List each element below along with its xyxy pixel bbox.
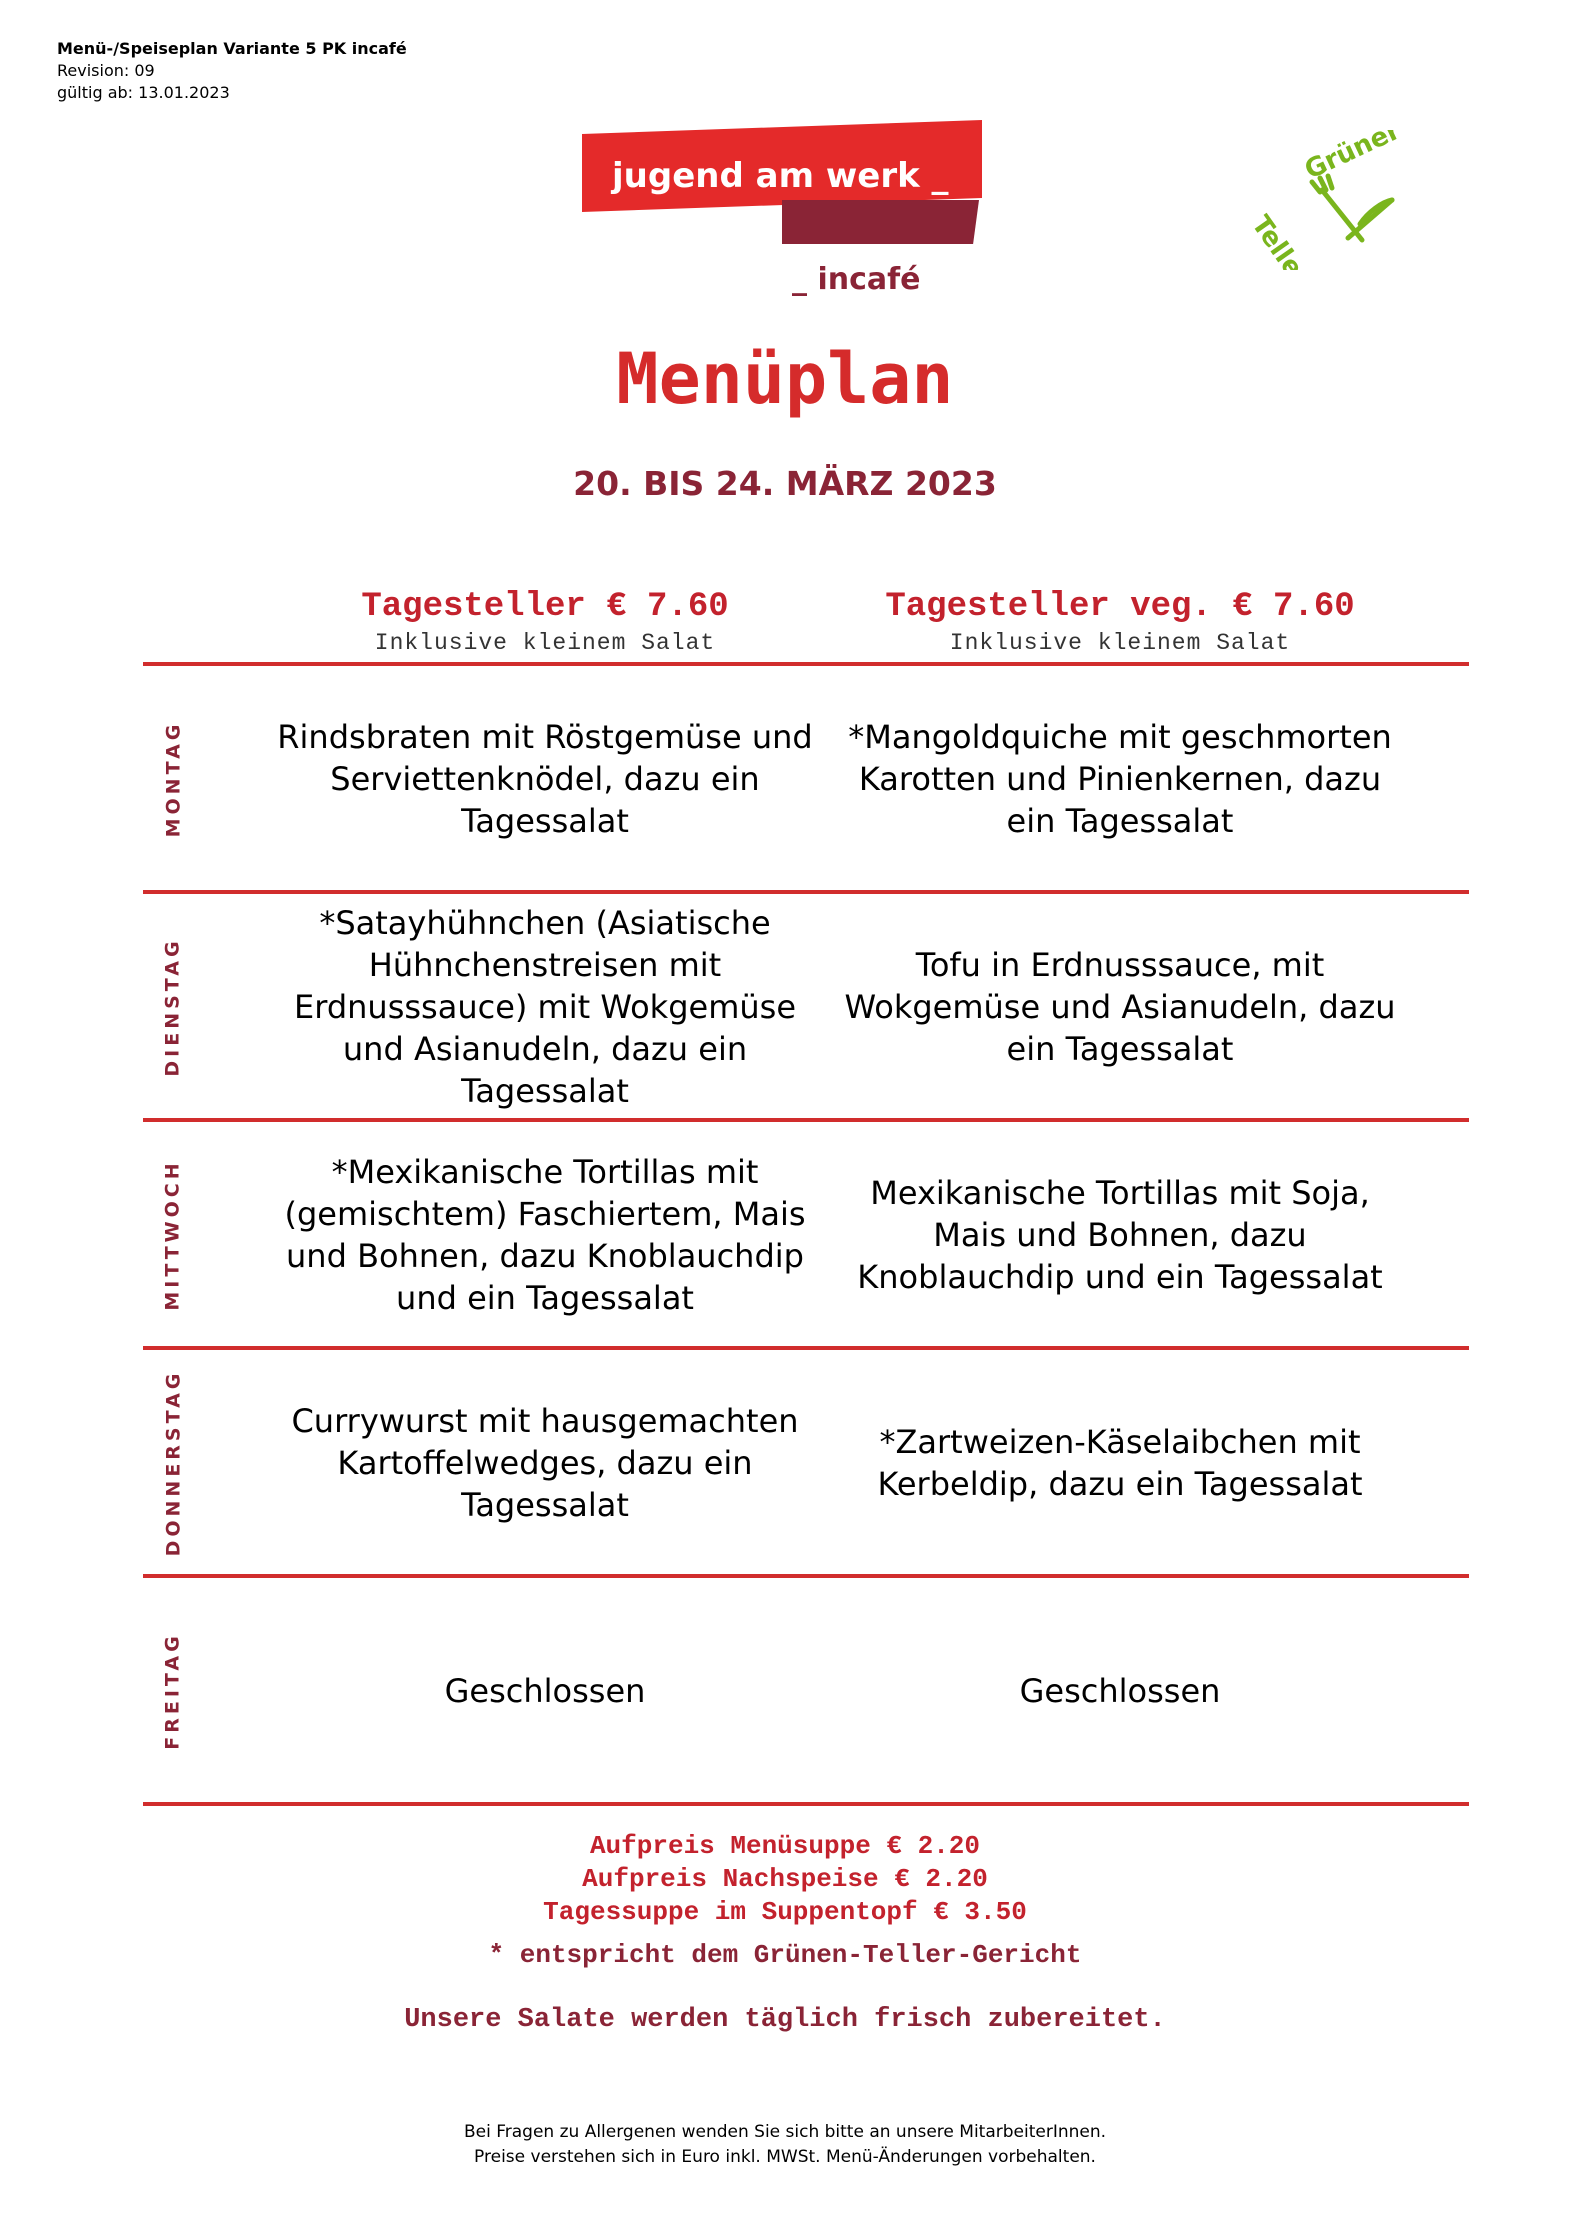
salad-note: Unsere Salate werden täglich frisch zubereitet. xyxy=(404,2005,1166,2035)
green-plate-note: * entspricht dem Grünen-Teller-Gericht xyxy=(488,1940,1082,1970)
column-price-label: Tagesteller € 7.60 xyxy=(361,588,729,626)
column-sub-label: Inklusive kleinem Salat xyxy=(374,630,716,656)
day-row-donnerstag xyxy=(143,1350,1469,1576)
day-name: FREITAG xyxy=(162,1632,185,1750)
logo-dark-banner xyxy=(782,200,979,244)
day-label xyxy=(143,894,203,1120)
column-price-label: Tagesteller veg. € 7.60 xyxy=(885,588,1355,626)
logo-sub-text: _ incafé xyxy=(792,262,921,297)
document-header xyxy=(57,38,407,104)
day-label xyxy=(143,1350,203,1576)
day-row-freitag xyxy=(143,1578,1469,1804)
column-header-regular xyxy=(265,588,825,656)
revision-label: Revision: 09 xyxy=(57,61,155,80)
dish-vegetarian: Mexikanische Tortillas mit Soja, Mais und Bohnen, dazu Knoblauchdip und ein Tagessalat xyxy=(857,1174,1383,1296)
gruener-teller-badge xyxy=(1250,130,1410,270)
dish-regular: Geschlossen xyxy=(444,1672,646,1710)
divider xyxy=(143,1802,1469,1806)
day-row-mittwoch xyxy=(143,1122,1469,1348)
column-header-veg xyxy=(840,588,1400,656)
day-row-montag xyxy=(143,666,1469,892)
extra-item: Aufpreis Menüsuppe € 2.20 xyxy=(589,1831,981,1861)
dish-vegetarian: *Zartweizen-Käselaibchen mit Kerbeldip, dazu ein Tagessalat xyxy=(877,1423,1363,1503)
column-sub-label: Inklusive kleinem Salat xyxy=(949,630,1291,656)
extra-item: Aufpreis Nachspeise € 2.20 xyxy=(582,1864,988,1894)
disclaimer-line: Preise verstehen sich in Euro inkl. MWSt. Menü-Änderungen vorbehalten. xyxy=(474,2147,1096,2167)
dish-vegetarian: Tofu in Erdnusssauce, mit Wokgemüse und Asianudeln, dazu ein Tagessalat xyxy=(844,946,1396,1068)
date-range: 20. BIS 24. MÄRZ 2023 xyxy=(573,464,997,503)
dish-regular: *Satayhühnchen (Asiatische Hühnchenstreisen mit Erdnusssauce) mit Wokgemüse und Asianudeln, dazu ein Tagessalat xyxy=(294,904,796,1110)
dish-regular: *Mexikanische Tortillas mit (gemischtem) Faschiertem, Mais und Bohnen, dazu Knoblauchdip und ein Tagessalat xyxy=(284,1153,806,1317)
day-name: DIENSTAG xyxy=(162,937,185,1077)
svg-text:Teller: Teller xyxy=(1250,210,1316,270)
page-title: Menüplan xyxy=(616,338,954,420)
document-title: Menü-/Speiseplan Variante 5 PK incafé xyxy=(57,39,407,58)
jugend-am-werk-logo xyxy=(582,130,1002,310)
extra-item: Tagessuppe im Suppentopf € 3.50 xyxy=(543,1897,1027,1927)
dish-vegetarian: Geschlossen xyxy=(1019,1672,1221,1710)
dish-regular: Currywurst mit hausgemachten Kartoffelwedges, dazu ein Tagessalat xyxy=(291,1402,799,1524)
svg-text:Grüner: Grüner xyxy=(1300,130,1406,186)
day-label xyxy=(143,666,203,892)
day-row-dienstag xyxy=(143,894,1469,1120)
dish-vegetarian: *Mangoldquiche mit geschmorten Karotten und Pinienkernen, dazu ein Tagessalat xyxy=(848,718,1392,840)
day-name: MONTAG xyxy=(162,720,184,838)
gruener-teller-icon xyxy=(1250,130,1410,270)
day-name: MITTWOCH xyxy=(162,1159,185,1311)
day-name: DONNERSTAG xyxy=(162,1369,184,1557)
extras-list xyxy=(0,1830,1570,1929)
dish-regular: Rindsbraten mit Röstgemüse und Serviettenknödel, dazu ein Tagessalat xyxy=(277,718,813,840)
day-label xyxy=(143,1122,203,1348)
disclaimer-line: Bei Fragen zu Allergenen wenden Sie sich bitte an unsere MitarbeiterInnen. xyxy=(463,2122,1107,2142)
logo-brand-text: jugend am werk _ xyxy=(612,156,949,196)
disclaimer xyxy=(0,2120,1570,2170)
valid-from-label: gültig ab: 13.01.2023 xyxy=(57,83,230,102)
day-label xyxy=(143,1578,203,1804)
